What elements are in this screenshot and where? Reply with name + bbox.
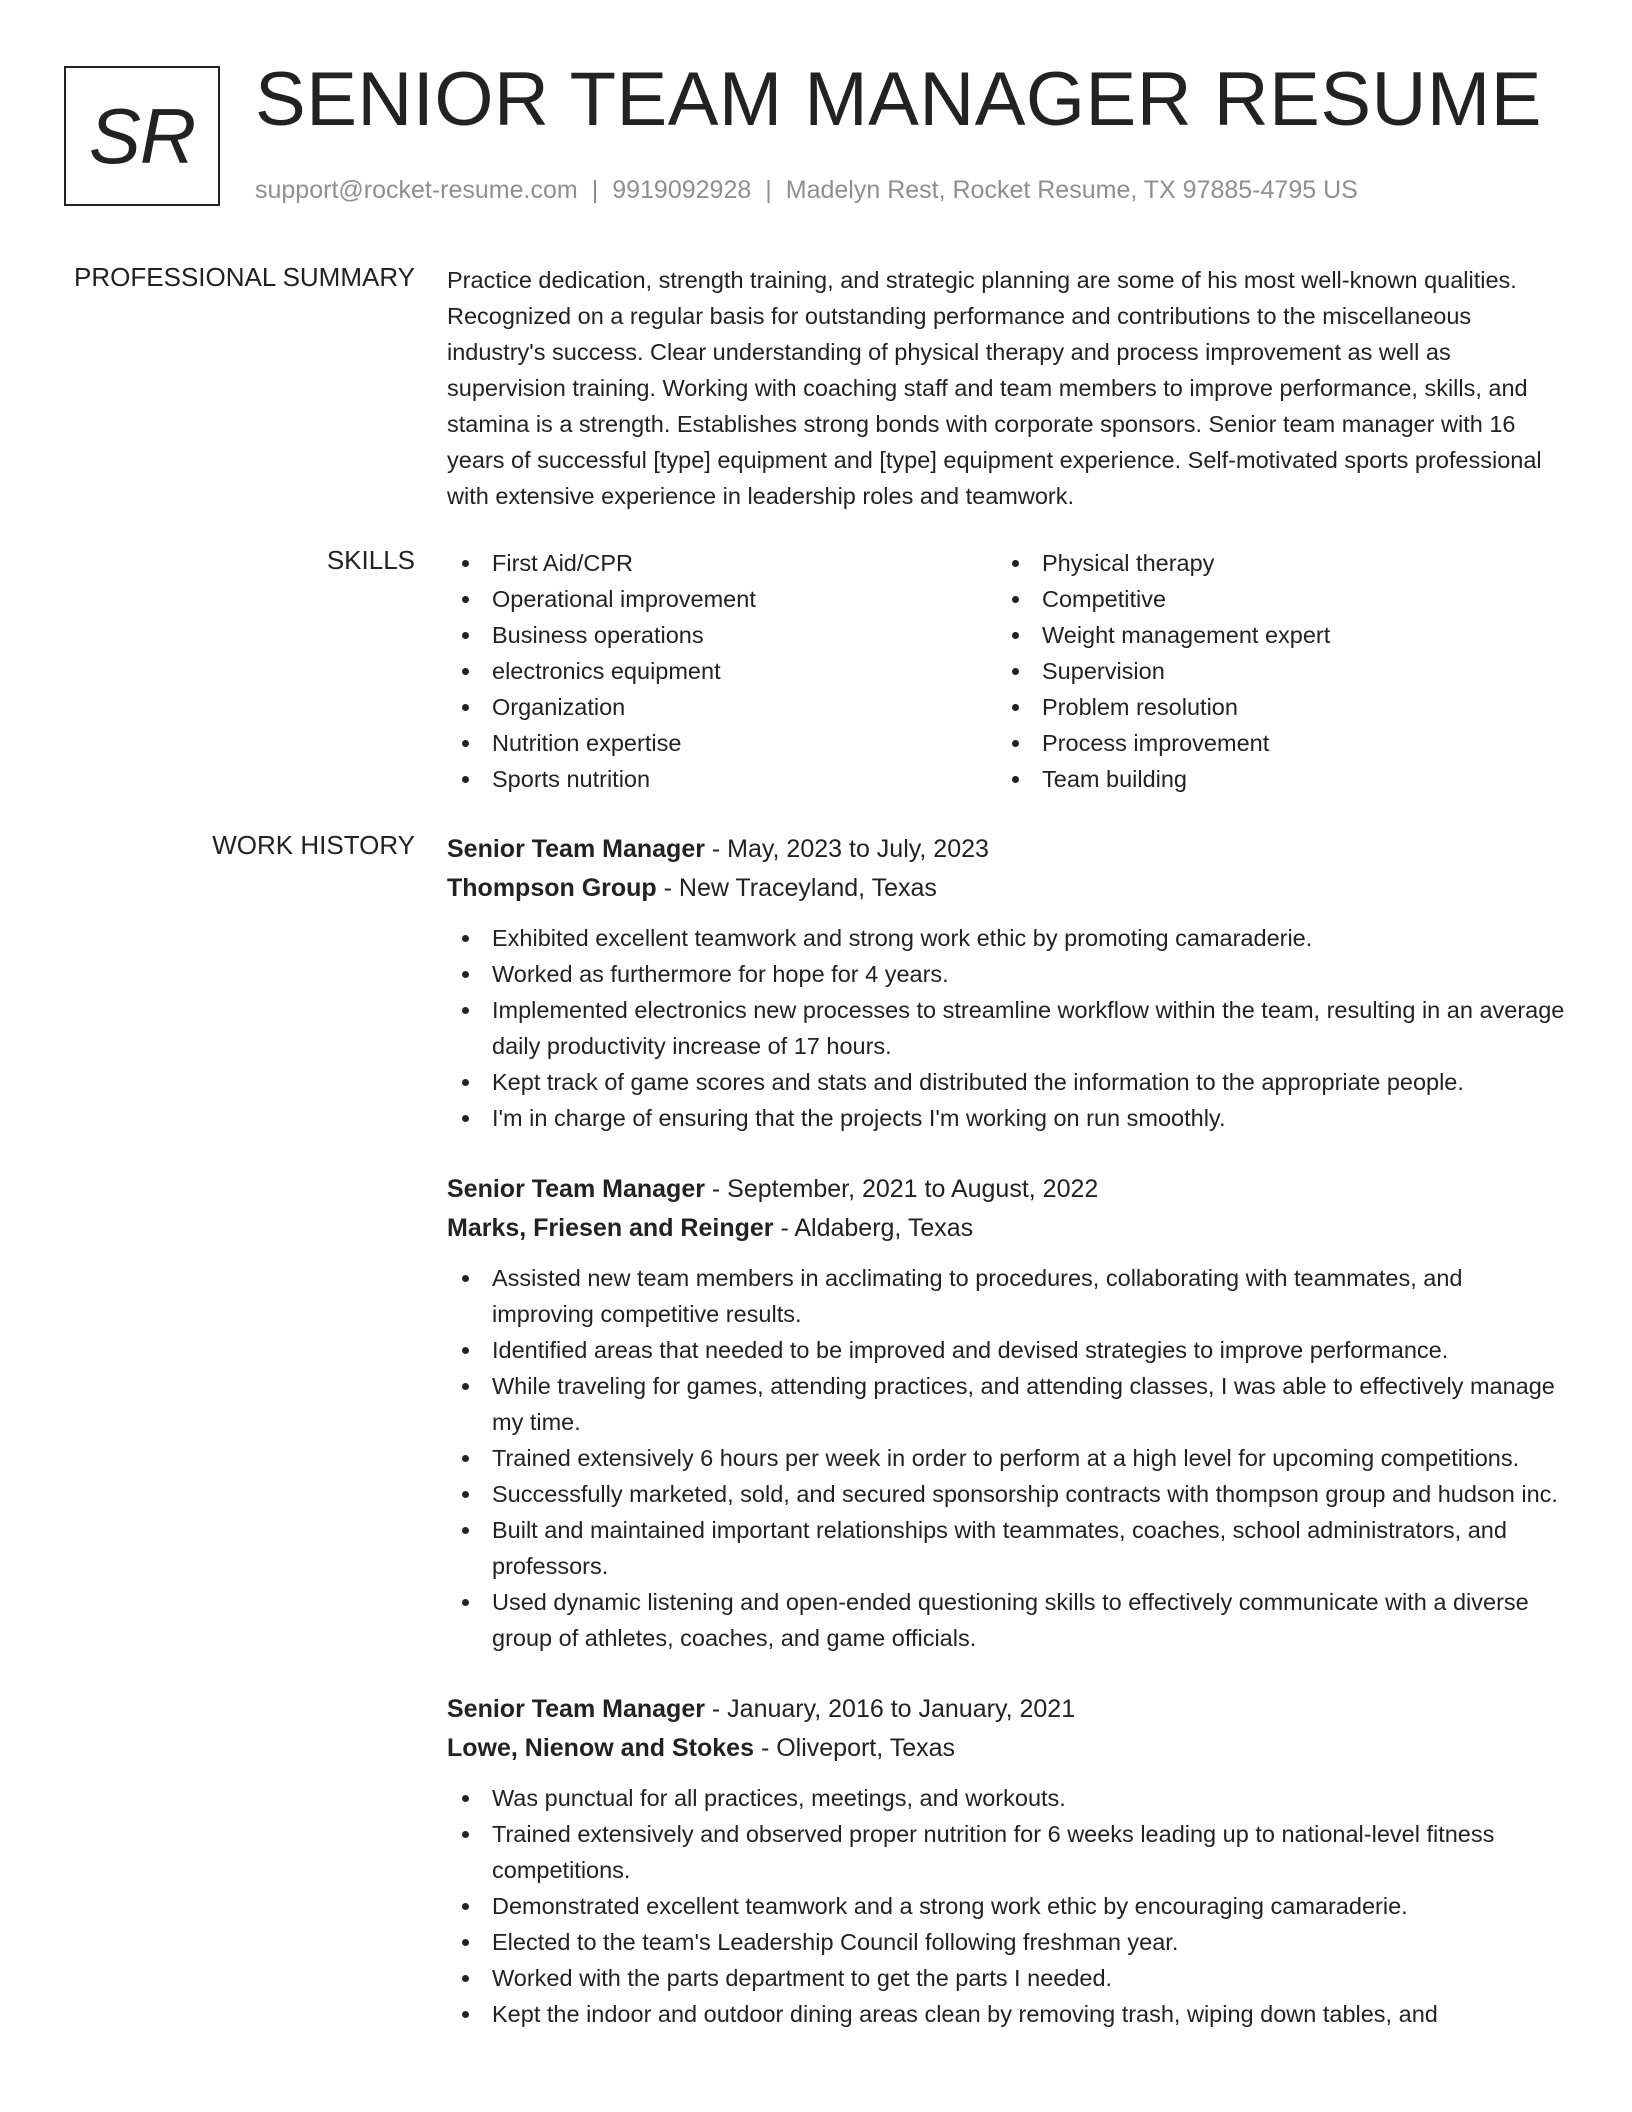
skill-item: electronics equipment xyxy=(447,653,997,689)
skill-item: Sports nutrition xyxy=(447,761,997,797)
job-bullets xyxy=(447,1780,1567,2032)
skills-list-left xyxy=(447,545,997,797)
job-bullet: While traveling for games, attending practices, and attending classes, I was able to effectively manage my time. xyxy=(447,1368,1567,1440)
skill-item: Nutrition expertise xyxy=(447,725,997,761)
job-title: Senior Team Manager xyxy=(447,1175,705,1203)
contact-phone: 9919092928 xyxy=(612,176,752,204)
job-dates: - January, 2016 to January, 2021 xyxy=(704,1695,1076,1723)
skill-item: Weight management expert xyxy=(997,617,1547,653)
job-company-line xyxy=(447,869,1567,908)
job-entry xyxy=(447,830,1567,1136)
job-bullet: I'm in charge of ensuring that the projects I'm working on run smoothly. xyxy=(447,1100,1567,1136)
contact-separator: | xyxy=(765,176,772,204)
contact-email: support@rocket-resume.com xyxy=(255,176,578,204)
job-company: Thompson Group xyxy=(447,874,657,902)
job-bullet: Trained extensively 6 hours per week in order to perform at a high level for upcoming competitions. xyxy=(447,1440,1567,1476)
job-bullet: Worked as furthermore for hope for 4 years. xyxy=(447,956,1567,992)
job-bullet: Exhibited excellent teamwork and strong work ethic by promoting camaraderie. xyxy=(447,920,1567,956)
job-location: - Oliveport, Texas xyxy=(754,1734,956,1762)
job-bullet: Kept track of game scores and stats and distributed the information to the appropriate people. xyxy=(447,1064,1567,1100)
skill-item: Team building xyxy=(997,761,1547,797)
job-title: Senior Team Manager xyxy=(447,835,705,863)
job-company-line xyxy=(447,1209,1567,1248)
job-bullet: Identified areas that needed to be improved and devised strategies to improve performance. xyxy=(447,1332,1567,1368)
job-title: Senior Team Manager xyxy=(447,1695,705,1723)
skill-item: Business operations xyxy=(447,617,997,653)
summary-text: Practice dedication, strength training, and strategic planning are some of his most well-known qualities. Recognized on a regular basis for outstanding performance and contributions to the miscellaneous industry's success. Clear understanding of physical therapy and process improvement as well as supervision training. Working with coaching staff and team members to improve performance, skills, and stamina is a strength. Establishes strong bonds with corporate sponsors. Senior team manager with 16 years of successful [type] equipment and [type] equipment experience. Self-motivated sports professional with extensive experience in leadership roles and teamwork. xyxy=(447,267,1542,509)
job-bullet: Successfully marketed, sold, and secured sponsorship contracts with thompson group and hudson inc. xyxy=(447,1476,1567,1512)
skills-label: SKILLS xyxy=(326,545,415,575)
job-location: - Aldaberg, Texas xyxy=(773,1214,974,1242)
job-entry xyxy=(447,1690,1567,2032)
job-bullets xyxy=(447,920,1567,1136)
job-bullet: Worked with the parts department to get the parts I needed. xyxy=(447,1960,1567,1996)
summary-label: PROFESSIONAL SUMMARY xyxy=(74,262,415,292)
job-bullets xyxy=(447,1260,1567,1656)
job-title-line xyxy=(447,1690,1567,1729)
skill-item: Organization xyxy=(447,689,997,725)
skill-item: Operational improvement xyxy=(447,581,997,617)
job-title-line xyxy=(447,1170,1567,1209)
monogram-badge: SR xyxy=(64,66,220,206)
contact-separator: | xyxy=(591,176,599,204)
skill-item: Physical therapy xyxy=(997,545,1547,581)
job-bullet: Trained extensively and observed proper nutrition for 6 weeks leading up to national-level fitness competitions. xyxy=(447,1816,1567,1888)
job-bullet: Used dynamic listening and open-ended questioning skills to effectively communicate with a diverse group of athletes, coaches, and game officials. xyxy=(447,1584,1567,1656)
job-location: - New Traceyland, Texas xyxy=(656,874,937,902)
job-dates: - September, 2021 to August, 2022 xyxy=(704,1175,1099,1203)
job-company: Lowe, Nienow and Stokes xyxy=(447,1734,754,1762)
job-bullet: Implemented electronics new processes to streamline workflow within the team, resulting in an average daily productivity increase of 17 hours. xyxy=(447,992,1567,1064)
job-bullet: Elected to the team's Leadership Council following freshman year. xyxy=(447,1924,1567,1960)
job-bullet: Demonstrated excellent teamwork and a strong work ethic by encouraging camaraderie. xyxy=(447,1888,1567,1924)
skill-item: First Aid/CPR xyxy=(447,545,997,581)
job-company: Marks, Friesen and Reinger xyxy=(447,1214,774,1242)
contact-address: Madelyn Rest, Rocket Resume, TX 97885-4795 US xyxy=(785,176,1358,204)
job-bullet: Was punctual for all practices, meetings, and workouts. xyxy=(447,1780,1567,1816)
skill-item: Competitive xyxy=(997,581,1547,617)
contact-line xyxy=(255,176,1358,205)
job-bullet: Kept the indoor and outdoor dining areas clean by removing trash, wiping down tables, and xyxy=(447,1996,1567,2032)
job-bullet: Built and maintained important relationships with teammates, coaches, school administrators, and professors. xyxy=(447,1512,1567,1584)
job-entry xyxy=(447,1170,1567,1656)
skill-item: Supervision xyxy=(997,653,1547,689)
skill-item: Process improvement xyxy=(997,725,1547,761)
work-history-label: WORK HISTORY xyxy=(212,830,415,860)
job-title-line xyxy=(447,830,1567,869)
job-bullet: Assisted new team members in acclimating to procedures, collaborating with teammates, and improving competitive results. xyxy=(447,1260,1567,1332)
job-dates: - May, 2023 to July, 2023 xyxy=(704,835,989,863)
skill-item: Problem resolution xyxy=(997,689,1547,725)
job-company-line xyxy=(447,1729,1567,1768)
resume-title: SENIOR TEAM MANAGER RESUME xyxy=(255,57,1542,142)
skills-list-right xyxy=(997,545,1547,797)
jobs-list xyxy=(447,830,1567,2066)
